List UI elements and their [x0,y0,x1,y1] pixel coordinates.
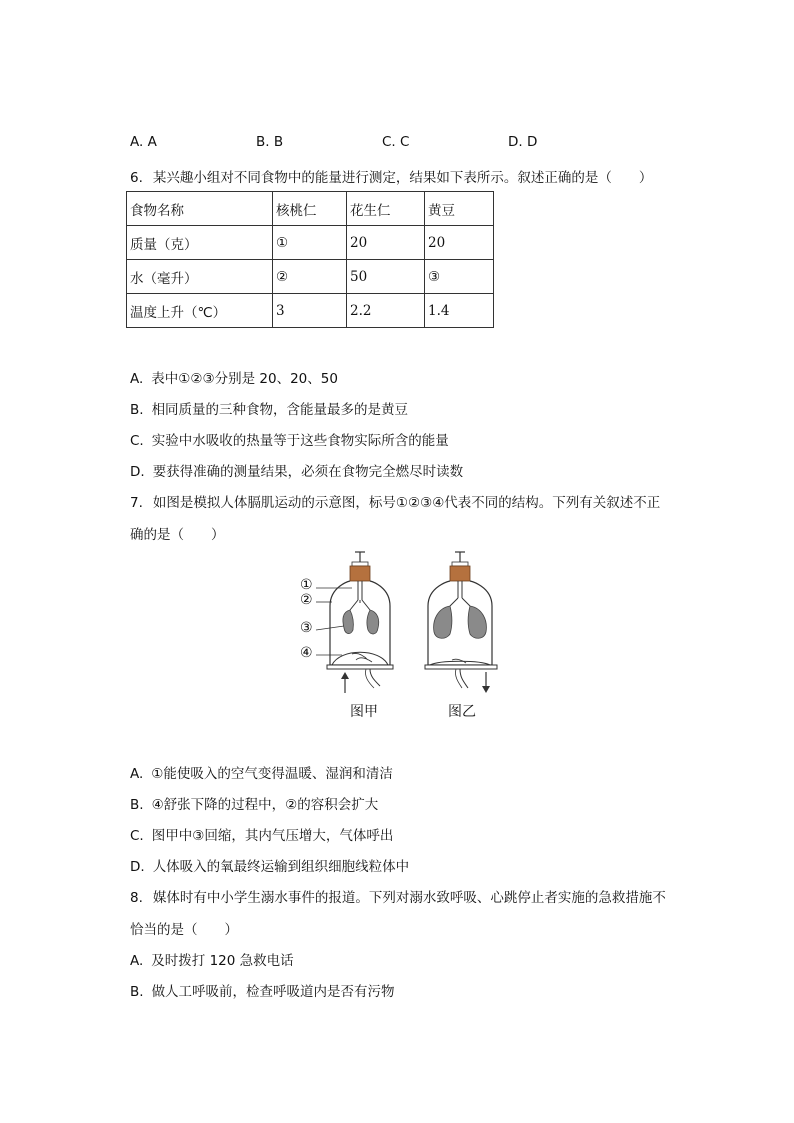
table-header-row [127,192,494,226]
option-label: B. [256,134,270,150]
q6-option-a [130,367,338,387]
table-header-cell: 黄豆 [425,192,494,226]
option-label: B. [130,797,144,813]
q6-stem [130,166,652,186]
figure-caption-left: 图甲 [350,704,378,720]
option-text: 表中①②③分别是 20、20、50 [151,371,338,387]
option-label: D. [508,134,523,150]
right-lung-large [468,606,486,638]
option-label: D. [130,464,145,480]
question-number: 6. [130,170,143,186]
q8-stem-line1 [130,886,666,906]
q5-option-b [256,134,283,150]
figure-marker-1: ① [300,577,313,593]
option-text: ①能使吸入的空气变得温暖、湿润和清洁 [151,766,393,782]
table-cell: 20 [347,226,425,260]
q8-option-a [130,949,294,969]
option-label: A. [130,371,144,387]
option-text: 实验中水吸收的热量等于这些食物实际所含的能量 [151,433,449,449]
option-text: C [400,134,410,150]
table-cell: 20 [425,226,494,260]
table-row [127,226,494,260]
q7-option-a [130,762,393,782]
figure-marker-2: ② [300,592,313,608]
q8-stem-line2: 恰当的是（ ） [130,922,238,938]
q5-option-d [508,134,537,150]
q7-stem-line2: 确的是（ ） [130,527,225,543]
q8-option-b [130,980,395,1000]
option-label: B. [130,402,144,418]
figure-marker-4: ④ [300,645,313,661]
option-text: A [147,134,157,150]
q5-option-c [382,134,409,150]
q6-option-b [130,398,408,418]
option-text: ④舒张下降的过程中，②的容积会扩大 [151,797,379,813]
table-row [127,294,494,328]
table-cell: ② [273,260,347,294]
table-cell: 质量（克） [127,226,273,260]
table-cell: ① [273,226,347,260]
q7-option-b [130,793,378,813]
option-text: 及时拨打 120 急救电话 [151,953,294,969]
left-lung-large [434,606,452,638]
question-number: 7. [130,495,143,511]
option-label: A. [130,766,144,782]
jar-right [425,552,497,693]
table-row [127,260,494,294]
option-label: B. [130,984,144,1000]
question-text: 媒体时有中小学生溺水事件的报道。下列对溺水致呼吸、心跳停止者实施的急救措施不 [152,890,666,906]
option-text: 要获得准确的测量结果，必须在食物完全燃尽时读数 [152,464,464,480]
table-cell: 1.4 [425,294,494,328]
diaphragm-model-figure [290,548,510,698]
option-text: 图甲中③回缩，其内气压增大，气体呼出 [151,828,394,844]
table-cell: 50 [347,260,425,294]
table-cell: 2.2 [347,294,425,328]
table-cell: 水（毫升） [127,260,273,294]
right-lung-small [367,610,379,634]
question-number: 8. [130,890,143,906]
figure-caption-right: 图乙 [448,704,476,720]
option-label: C. [130,433,144,449]
option-label: A. [130,134,144,150]
question-text: 如图是模拟人体膈肌运动的示意图，标号①②③④代表不同的结构。下列有关叙述不正 [152,495,661,511]
table-cell: 温度上升（℃） [127,294,273,328]
option-text: D [526,134,538,150]
table-header-cell: 核桃仁 [273,192,347,226]
food-energy-table [126,191,494,328]
option-text: 人体吸入的氧最终运输到组织细胞线粒体中 [152,859,410,875]
option-label: C. [130,828,144,844]
jar-left [327,552,393,693]
question-text: 某兴趣小组对不同食物中的能量进行测定，结果如下表所示。叙述正确的是（ ） [152,170,653,186]
option-text: 相同质量的三种食物，含能量最多的是黄豆 [151,402,409,418]
q6-option-d [130,460,463,480]
q6-option-c [130,429,449,449]
q5-option-a [130,134,157,150]
table-cell: 3 [273,294,347,328]
table-header-cell: 食物名称 [127,192,273,226]
option-text: 做人工呼吸前，检查呼吸道内是否有污物 [151,984,395,1000]
table-header-cell: 花生仁 [347,192,425,226]
option-label: A. [130,953,144,969]
q7-option-c [130,824,393,844]
q7-stem-line1 [130,491,660,511]
figure-marker-3: ③ [300,620,313,636]
option-text: B [273,134,284,150]
q7-option-d [130,855,409,875]
option-label: D. [130,859,145,875]
table-cell: ③ [425,260,494,294]
option-label: C. [382,134,396,150]
left-lung-small [343,610,353,634]
